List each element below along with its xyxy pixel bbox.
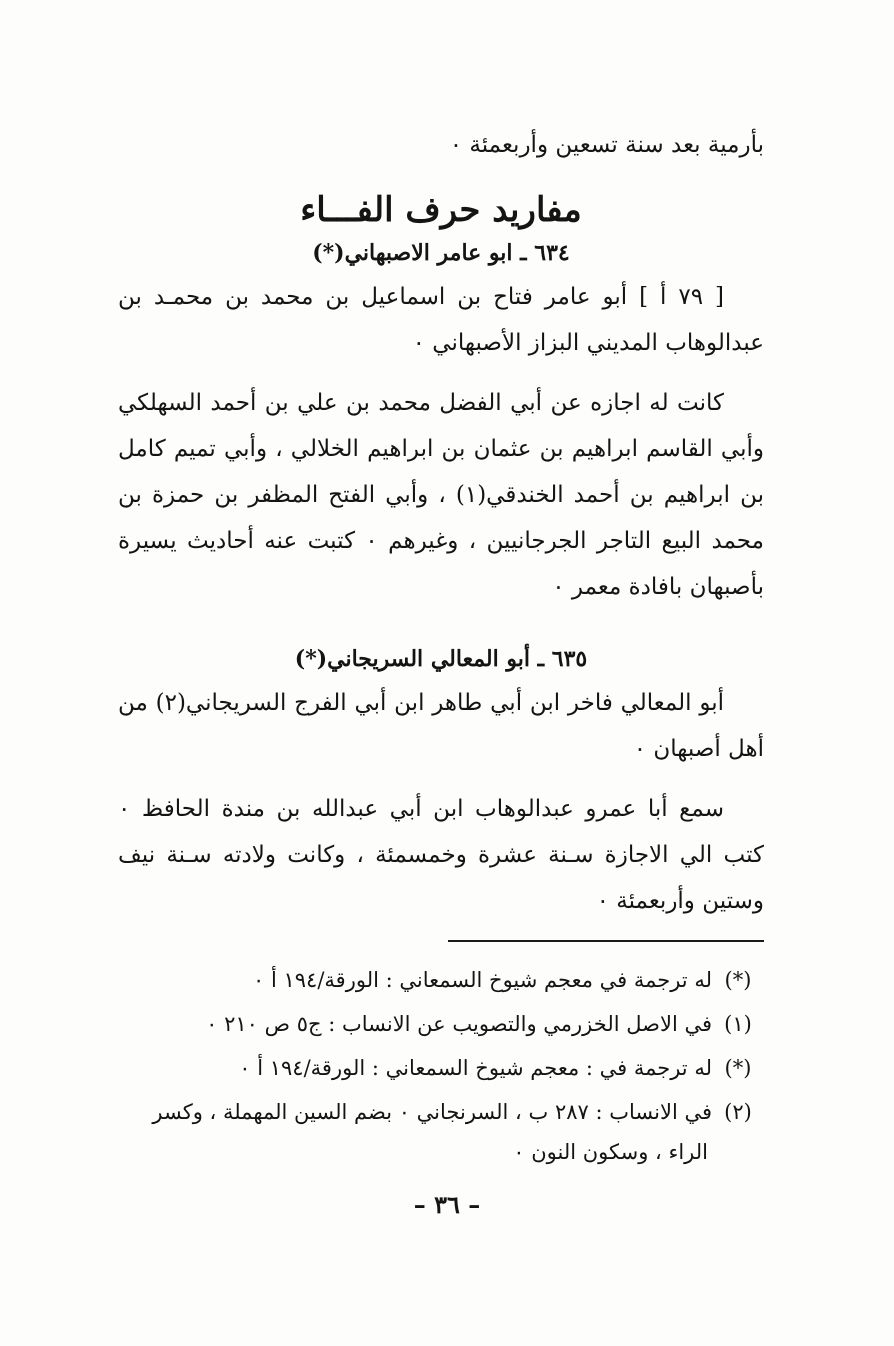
- footnote-text: في الانساب : ٢٨٧ ب ، السرنجاني ٠ بضم السين المهملة ، وكسر الراء ، وسكون النون ٠: [152, 1099, 712, 1164]
- footnotes: [118, 960, 764, 1172]
- entry-title-635: ٦٣٥ ـ أبو المعالي السريجاني(*): [294, 645, 588, 672]
- footnote-mark: (٢): [724, 1099, 752, 1124]
- continuation-line: بأرمية بعد سنة تسعين وأربعمئة ٠: [449, 132, 764, 158]
- entry-634-paragraph-2: كانت له اجازه عن أبي الفضل محمد بن علي بن أحمد السهلكي وأبي القاسم ابراهيم بن عثمان بن ابراهيم الخلالي ، وأبي تميم كامل بن ابراهيم بن أحمد الخندقي(١) ، وأبي الفتح المظفر بن حمزة بن محمد البيع التاجر الجرجانيين ، وغيرهم ٠ كتبت عنه أحاديث يسيرة بأصبهان بافادة معمر ٠: [118, 389, 764, 600]
- entry-635-paragraph-1: أبو المعالي فاخر ابن أبي طاهر ابن أبي الفرج السريجاني(٢) من أهل أصبهان ٠: [118, 689, 764, 762]
- page-number: – ٣٦ –: [413, 1190, 481, 1219]
- footnote-mark: (١): [724, 1011, 752, 1036]
- footnote-text: له ترجمة في معجم شيوخ السمعاني : الورقة/١٩٤ أ ٠: [253, 967, 712, 992]
- footnote-mark: (*): [724, 967, 752, 992]
- entry-title-634: ٦٣٤ ـ ابو عامر الاصبهاني(*): [312, 239, 570, 266]
- entry-635-paragraph-2: سمع أبا عمرو عبدالوهاب ابن أبي عبدالله بن مندة الحافظ ٠ كتب الي الاجازة سـنة عشرة وخمسمئة ، وكانت ولادته سـنة نيف وستين وأربعمئة ٠: [118, 795, 764, 914]
- section-title: مفاريد حرف الفـــاء: [300, 189, 582, 230]
- footnote-mark: (*): [724, 1055, 752, 1080]
- footnote: [118, 1092, 764, 1172]
- book-page: [118, 128, 764, 1176]
- entry-634-paragraph-1: [ ٧٩ أ ] أبو عامر فتاح بن اسماعيل بن محمد بن محمـد بن عبدالوهاب المديني البزاز الأصبهاني ٠: [118, 283, 764, 356]
- footnote: [118, 1004, 764, 1044]
- footnote-text: له ترجمة في : معجم شيوخ السمعاني : الورقة/١٩٤ أ ٠: [239, 1055, 712, 1080]
- footnote-text: في الاصل الخزرمي والتصويب عن الانساب : ج٥ ص ٢١٠ ٠: [206, 1011, 712, 1036]
- footnote-divider: [448, 940, 764, 942]
- footnote: [118, 1048, 764, 1088]
- footnote: [118, 960, 764, 1000]
